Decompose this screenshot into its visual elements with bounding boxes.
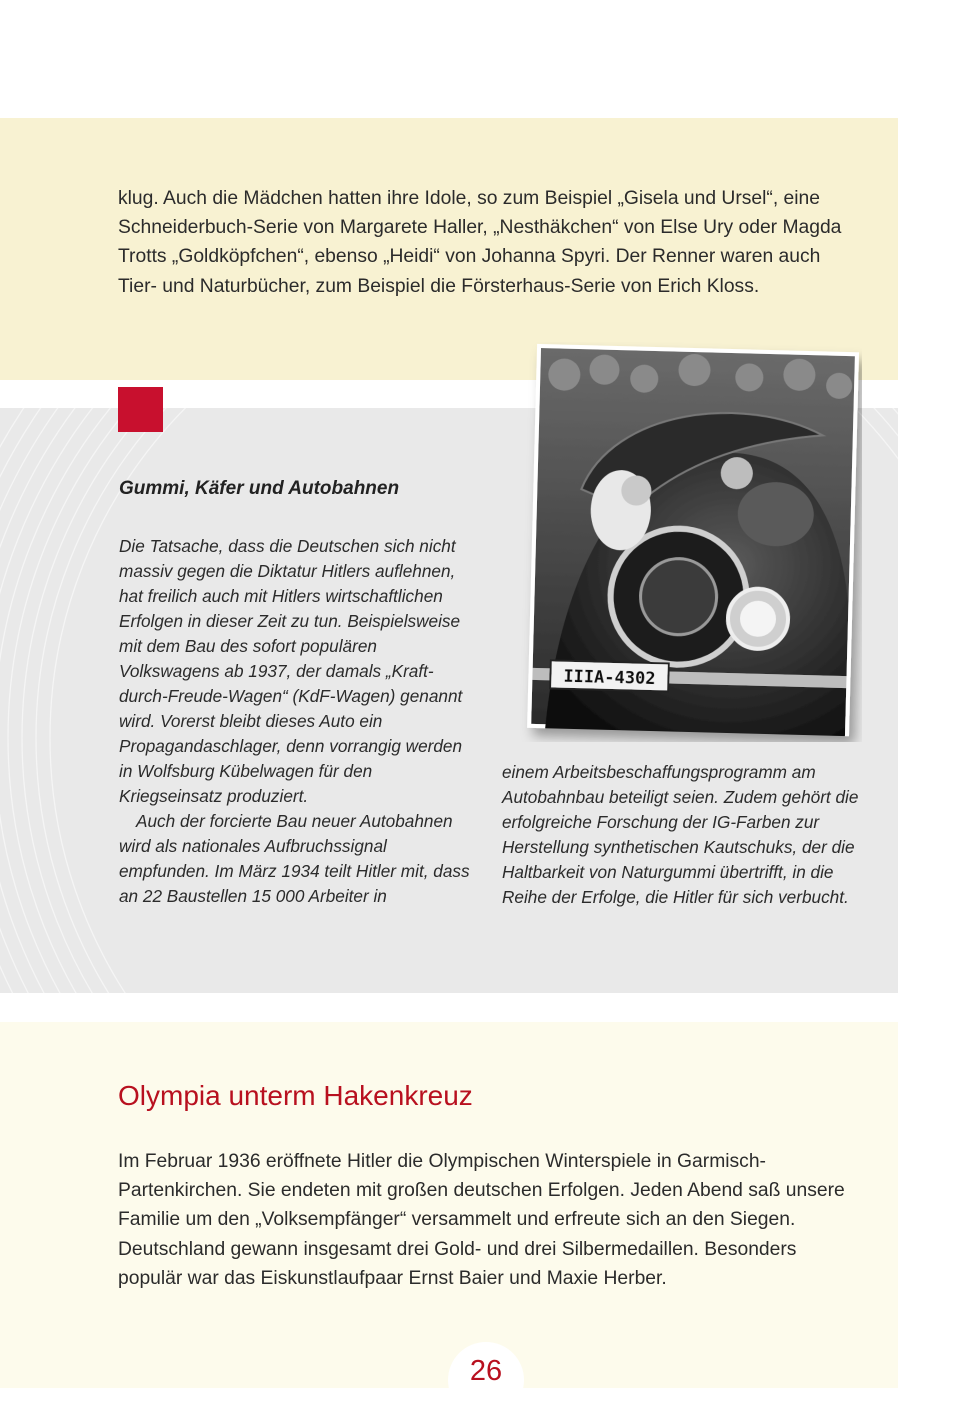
info-box-column-right — [502, 760, 872, 910]
section-paragraph: Im Februar 1936 eröffnete Hitler die Olympischen Winterspiele in Garmisch-Partenkirchen. Sie endeten mit großen deutschen Erfolgen. Jeden Abend saß unsere Familie um den „Volksempfänger“ versammelt und erfreute sich an den Siegen. Deutschland gewann insgesamt drei Gold- und drei Silbermedaillen. Besonders populär war das Eiskunstlaufpaar Ernst Baier und Maxie Herber. — [118, 1151, 845, 1289]
license-plate-text: IIIA-4302 — [563, 666, 656, 690]
page-number: 26 — [469, 1355, 503, 1387]
info-box-column-left — [119, 534, 479, 909]
info-box-paragraph-1: Die Tatsache, dass die Deutschen sich nicht massiv gegen die Diktatur Hitlers auflehnen, hat freilich auch mit Hitlers wirtschaftlichen Erfolgen in dieser Zeit zu tun. Beispielsweise mit dem Bau des sofort populären Volkswagens ab 1937, der damals „Kraft-durch-Freude-Wagen“ (KdF-Wagen) genannt wird. Vorerst bleibt dieses Auto ein Propagandaschlager, denn vorrangig werden in Wolfsburg Kübelwagen für den Kriegseinsatz produziert. — [119, 536, 463, 806]
info-box-paragraph-3: einem Arbeitsbeschaffungsprogramm am Autobahnbau beteiligt seien. Zudem gehört die erfolgreiche Forschung der IG-Farben zur Herstellung synthetischen Kautschuks, der die Haltbarkeit von Naturgummi übertrifft, in die Reihe der Erfolge, die Hitler für sich verbucht. — [502, 762, 859, 907]
section-title: Olympia unterm Hakenkreuz — [118, 1080, 473, 1111]
info-box-title: Gummi, Käfer und Autobahnen — [119, 478, 400, 499]
intro-paragraph: klug. Auch die Mädchen hatten ihre Idole, so zum Beispiel „Gisela und Ursel“, eine Schneiderbuch-Serie von Margarete Haller, „Nesthäkchen“ von Else Ury oder Magda Trotts „Goldköpfchen“, ebenso „Heidi“ von Johanna Spyri. Der Renner waren auch Tier- und Naturbücher, zum Beispiel die Försterhaus-Serie von Erich Kloss. — [118, 188, 842, 297]
vw-beetle-photo — [520, 342, 862, 742]
red-square-marker — [118, 387, 163, 432]
info-box-paragraph-2: Auch der forcierte Bau neuer Autobahnen wird als nationales Aufbruchssignal empfunden. Im März 1934 teilt Hitler mit, dass an 22 Baustellen 15 000 Arbeiter in — [119, 811, 470, 906]
